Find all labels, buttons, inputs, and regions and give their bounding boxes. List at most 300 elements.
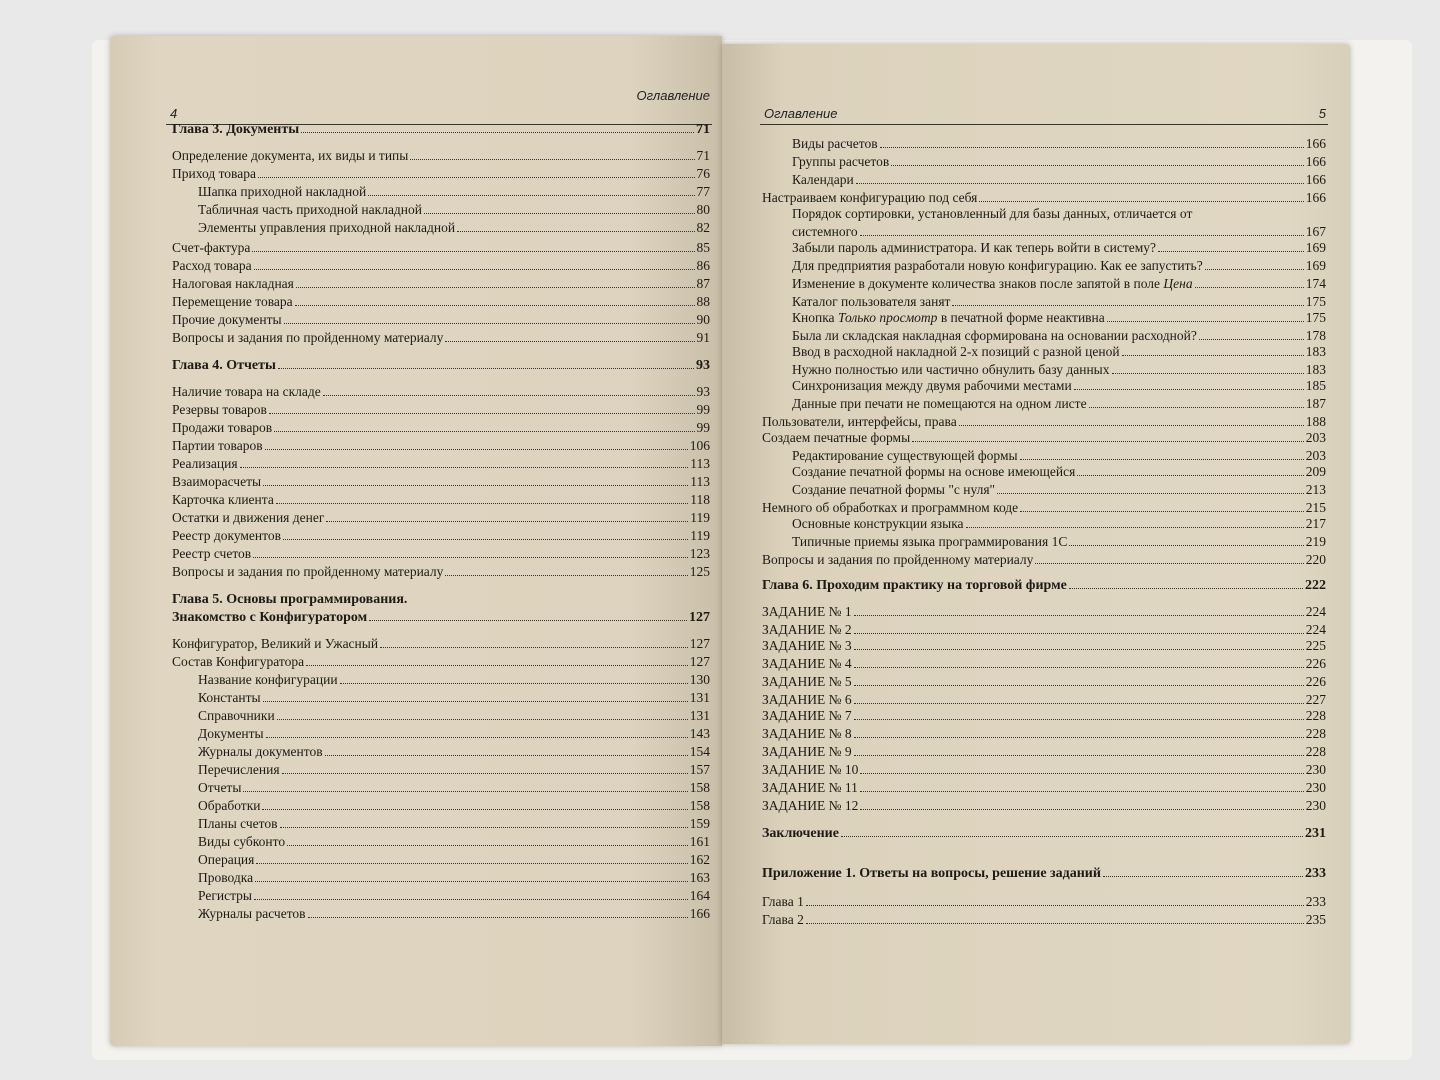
head-rule-right	[760, 124, 1328, 125]
toc-entry-page: 174	[1305, 276, 1326, 291]
toc-entry-page: 203	[1305, 448, 1326, 463]
toc-entry	[792, 448, 1326, 464]
toc-entry	[762, 638, 1326, 654]
toc-leader	[240, 467, 689, 468]
toc-entry	[762, 744, 1326, 760]
toc-entry-title: Перечисления	[198, 762, 280, 777]
toc-entry-page: 228	[1305, 726, 1326, 741]
toc-entry	[172, 240, 710, 256]
toc-leader	[368, 195, 694, 196]
toc-entry	[198, 888, 710, 904]
toc-entry-title: Журналы документов	[198, 744, 323, 759]
toc-leader	[856, 183, 1304, 184]
toc-entry-page: 228	[1305, 708, 1326, 723]
toc-entry-title: Обработки	[198, 798, 261, 813]
toc-leader	[854, 649, 1304, 650]
toc-entry-title: Глава 2	[762, 912, 804, 927]
toc-entry	[762, 604, 1326, 620]
toc-entry	[792, 276, 1326, 292]
toc-entry-page: 119	[690, 528, 710, 543]
toc-leader	[295, 305, 695, 306]
toc-entry-page: 163	[689, 870, 710, 885]
toc-leader	[287, 845, 688, 846]
toc-entry-page: 76	[696, 166, 710, 181]
toc-entry	[762, 656, 1326, 672]
toc-entry-page: 113	[690, 474, 710, 489]
toc-entry-page: 226	[1305, 674, 1326, 689]
toc-entry-title: Остатки и движения денег	[172, 510, 325, 525]
toc-entry-page: 86	[696, 258, 710, 273]
toc-entry-page: 166	[1305, 172, 1326, 187]
toc-entry-page: 130	[689, 672, 710, 687]
toc-entry-title: ЗАДАНИЕ № 11	[762, 780, 858, 795]
toc-leader	[1195, 287, 1304, 288]
toc-entry-title: Реестр документов	[172, 528, 281, 543]
toc-entry	[762, 674, 1326, 690]
toc-entry-title: Основные конструкции языка	[792, 516, 964, 531]
toc-entry-title: Элементы управления приходной накладной	[198, 220, 456, 235]
toc-entry	[792, 258, 1326, 274]
toc-entry-page: 161	[689, 834, 710, 849]
toc-entry	[198, 744, 710, 760]
toc-entry-page: 131	[689, 708, 710, 723]
toc-entry-title: Регистры	[198, 888, 252, 903]
toc-entry	[172, 636, 710, 652]
toc-entry	[762, 190, 1326, 206]
toc-entry	[198, 834, 710, 850]
toc-entry-page: 87	[696, 276, 710, 291]
toc-entry	[172, 654, 710, 670]
toc-entry	[792, 136, 1326, 152]
toc-entry-title: Название конфигурации	[198, 672, 338, 687]
toc-leader	[280, 827, 688, 828]
toc-leader	[806, 923, 1304, 924]
toc-entry-page: 203	[1305, 430, 1326, 445]
toc-entry-title: Кнопка Только просмотр в печатной форме неактивна	[792, 310, 1105, 325]
toc-entry-title: Создание печатной формы "с нуля"	[792, 482, 996, 497]
toc-entry-title: Создаем печатные формы	[762, 430, 911, 445]
toc-leader	[325, 755, 688, 756]
toc-entry-title: ЗАДАНИЕ № 2	[762, 622, 852, 637]
toc-entry-page: 158	[689, 780, 710, 795]
toc-entry-title: Документы	[198, 726, 264, 741]
toc-entry	[198, 726, 710, 742]
toc-entry	[792, 482, 1326, 498]
toc-entry-title: Была ли складская накладная сформирована на основании расходной?	[792, 328, 1197, 343]
toc-entry	[762, 578, 1326, 594]
toc-entry	[792, 154, 1326, 170]
toc-leader	[1069, 545, 1303, 546]
toc-entry-title: Константы	[198, 690, 261, 705]
toc-leader	[1199, 339, 1304, 340]
toc-entry-title: Налоговая накладная	[172, 276, 294, 291]
toc-entry-title: Журналы расчетов	[198, 906, 306, 921]
toc-entry-page: 159	[689, 816, 710, 831]
toc-entry-title: Забыли пароль администратора. И как теперь войти в систему?	[792, 240, 1157, 255]
toc-entry-page: 80	[696, 202, 710, 217]
toc-leader	[979, 201, 1303, 202]
toc-entry	[172, 312, 710, 328]
right-page	[722, 44, 1350, 1044]
toc-leader	[966, 527, 1304, 528]
toc-entry-title: Операция	[198, 852, 255, 867]
toc-entry-title: Календари	[792, 172, 854, 187]
toc-entry-title: Приложение 1. Ответы на вопросы, решение заданий	[762, 866, 1101, 881]
toc-leader	[254, 269, 695, 270]
toc-entry	[198, 780, 710, 796]
toc-entry-page: 183	[1305, 362, 1326, 377]
toc-leader	[854, 667, 1304, 668]
toc-entry-page: 77	[696, 184, 710, 199]
toc-entry	[172, 166, 710, 182]
toc-entry-title: Данные при печати не помещаются на одном листе	[792, 396, 1087, 411]
toc-entry-page: 157	[689, 762, 710, 777]
toc-entry-page: 93	[696, 358, 710, 373]
toc-leader	[854, 685, 1304, 686]
toc-leader	[854, 703, 1304, 704]
toc-leader	[1020, 459, 1304, 460]
toc-entry	[172, 122, 710, 138]
toc-entry-page: 175	[1305, 310, 1326, 325]
toc-entry-title: Прочие документы	[172, 312, 282, 327]
toc-entry-title: Реестр счетов	[172, 546, 252, 561]
toc-entry-title: Создание печатной формы на основе имеющейся	[792, 464, 1076, 479]
toc-entry	[198, 870, 710, 886]
toc-entry	[198, 708, 710, 724]
toc-entry-page: 127	[689, 610, 710, 625]
toc-leader	[997, 493, 1304, 494]
toc-leader	[277, 719, 688, 720]
toc-leader	[323, 395, 695, 396]
running-head-right: Оглавление	[764, 106, 838, 121]
toc-leader	[253, 557, 688, 558]
toc-entry	[172, 546, 710, 562]
toc-leader	[308, 917, 688, 918]
toc-entry-page: 106	[689, 438, 710, 453]
toc-entry	[172, 510, 710, 526]
toc-leader	[284, 323, 695, 324]
toc-entry	[762, 692, 1326, 708]
toc-leader	[841, 836, 1303, 837]
toc-entry-title: Резервы товаров	[172, 402, 267, 417]
toc-entry-page: 227	[1305, 692, 1326, 707]
toc-entry	[792, 328, 1326, 344]
toc-entry	[792, 224, 1326, 240]
toc-entry	[172, 492, 710, 508]
toc-entry	[172, 592, 710, 608]
toc-entry-page: 71	[696, 122, 710, 137]
toc-leader	[1205, 269, 1304, 270]
toc-leader	[891, 165, 1303, 166]
toc-entry-title: Группы расчетов	[792, 154, 890, 169]
toc-leader	[424, 213, 694, 214]
toc-leader	[1074, 389, 1304, 390]
toc-leader	[265, 449, 688, 450]
toc-entry-title: ЗАДАНИЕ № 8	[762, 726, 852, 741]
toc-entry-title: Перемещение товара	[172, 294, 293, 309]
toc-leader	[274, 431, 694, 432]
toc-entry-title: Глава 5. Основы программирования.	[172, 592, 408, 607]
toc-entry-page: 88	[696, 294, 710, 309]
toc-entry-title: Глава 4. Отчеты	[172, 358, 276, 373]
toc-entry-page: 119	[690, 510, 710, 525]
toc-entry	[172, 474, 710, 490]
toc-entry-page: 90	[696, 312, 710, 327]
toc-entry-page: 185	[1305, 378, 1326, 393]
toc-leader	[445, 575, 687, 576]
toc-entry-title: Глава 1	[762, 894, 804, 909]
toc-entry-page: 224	[1305, 622, 1326, 637]
toc-entry	[172, 438, 710, 454]
toc-entry-page: 131	[689, 690, 710, 705]
toc-entry-page: 166	[1305, 154, 1326, 169]
toc-entry-title: Реализация	[172, 456, 238, 471]
toc-leader	[380, 647, 688, 648]
toc-entry-page: 226	[1305, 656, 1326, 671]
toc-leader	[266, 737, 688, 738]
toc-entry-title: Табличная часть приходной накладной	[198, 202, 423, 217]
toc-entry-title: Ввод в расходной накладной 2-х позиций с разной ценой	[792, 344, 1120, 359]
toc-entry-title: Счет-фактура	[172, 240, 251, 255]
toc-entry-page: 99	[696, 420, 710, 435]
toc-entry-page: 224	[1305, 604, 1326, 619]
toc-leader	[410, 159, 694, 160]
toc-leader	[254, 899, 688, 900]
toc-entry	[762, 912, 1326, 928]
toc-leader	[1107, 321, 1304, 322]
toc-entry-title: Вопросы и задания по пройденному материалу	[172, 330, 444, 345]
toc-entry-title: Немного об обработках и программном коде	[762, 500, 1019, 515]
toc-leader	[457, 231, 694, 232]
toc-leader	[276, 503, 688, 504]
toc-entry-page: 235	[1305, 912, 1326, 927]
toc-entry-title: Нужно полностью или частично обнулить базу данных	[792, 362, 1110, 377]
toc-entry-title: Настраиваем конфигурацию под себя	[762, 190, 978, 205]
toc-entry	[172, 294, 710, 310]
toc-leader	[912, 441, 1304, 442]
toc-leader	[262, 809, 687, 810]
toc-entry-title: Типичные приемы языка программирования 1С	[792, 534, 1068, 549]
toc-entry-page: 178	[1305, 328, 1326, 343]
toc-leader	[1020, 511, 1304, 512]
toc-leader	[860, 235, 1304, 236]
toc-entry	[762, 622, 1326, 638]
toc-entry	[172, 456, 710, 472]
toc-leader	[255, 881, 688, 882]
toc-entry-title: Виды субконто	[198, 834, 286, 849]
toc-entry-title: Шапка приходной накладной	[198, 184, 367, 199]
toc-entry-title: Конфигуратор, Великий и Ужасный	[172, 636, 379, 651]
toc-entry-title: Изменение в документе количества знаков после запятой в поле Цена	[792, 276, 1193, 291]
toc-entry-page: 175	[1305, 294, 1326, 309]
toc-entry-title: Глава 6. Проходим практику на торговой фирме	[762, 578, 1067, 593]
toc-entry-title: ЗАДАНИЕ № 5	[762, 674, 852, 689]
toc-entry	[792, 396, 1326, 412]
toc-entry-page: 228	[1305, 744, 1326, 759]
toc-entry-title: Вопросы и задания по пройденному материалу	[172, 564, 444, 579]
toc-entry-title: Синхронизация между двумя рабочими местами	[792, 378, 1072, 393]
toc-entry-page: 166	[1305, 136, 1326, 151]
toc-entry	[762, 780, 1326, 796]
toc-entry	[792, 362, 1326, 378]
toc-entry-page: 217	[1305, 516, 1326, 531]
toc-entry-title: ЗАДАНИЕ № 6	[762, 692, 852, 707]
toc-leader	[1122, 355, 1304, 356]
toc-entry	[792, 172, 1326, 188]
toc-entry-title: Отчеты	[198, 780, 242, 795]
toc-leader	[952, 305, 1303, 306]
toc-entry	[198, 762, 710, 778]
toc-entry	[198, 184, 710, 200]
toc-entry-title: ЗАДАНИЕ № 4	[762, 656, 852, 671]
toc-entry	[172, 420, 710, 436]
toc-entry-title: Расход товара	[172, 258, 252, 273]
toc-entry	[792, 516, 1326, 532]
toc-entry	[172, 564, 710, 580]
toc-entry-page: 230	[1305, 762, 1326, 777]
toc-leader	[252, 251, 694, 252]
toc-entry	[762, 500, 1326, 516]
toc-entry-title: Взаиморасчеты	[172, 474, 262, 489]
toc-leader	[340, 683, 688, 684]
toc-leader	[1089, 407, 1304, 408]
toc-entry	[762, 414, 1326, 430]
toc-entry	[172, 330, 710, 346]
toc-entry	[792, 294, 1326, 310]
toc-entry-page: 164	[689, 888, 710, 903]
toc-leader	[269, 413, 695, 414]
toc-entry	[792, 534, 1326, 550]
toc-entry-page: 93	[696, 384, 710, 399]
toc-entry	[172, 610, 710, 626]
toc-entry	[762, 866, 1326, 882]
toc-entry	[198, 798, 710, 814]
toc-entry-page: 187	[1305, 396, 1326, 411]
toc-leader	[326, 521, 688, 522]
toc-entry-page: 85	[696, 240, 710, 255]
toc-entry	[762, 762, 1326, 778]
toc-entry-title: ЗАДАНИЕ № 1	[762, 604, 852, 619]
toc-entry-page: 188	[1305, 414, 1326, 429]
toc-leader	[296, 287, 695, 288]
toc-entry-page: 118	[690, 492, 710, 507]
toc-entry-page: 215	[1305, 500, 1326, 515]
toc-entry	[792, 464, 1326, 480]
toc-entry-page: 154	[689, 744, 710, 759]
toc-leader	[854, 633, 1304, 634]
toc-leader	[278, 368, 694, 369]
toc-entry	[792, 240, 1326, 256]
toc-entry-page: 209	[1305, 464, 1326, 479]
toc-entry-page: 127	[689, 654, 710, 669]
toc-entry-title: ЗАДАНИЕ № 12	[762, 798, 859, 813]
toc-entry-title: системного	[792, 224, 858, 239]
toc-entry	[198, 906, 710, 922]
toc-entry-title: Продажи товаров	[172, 420, 273, 435]
toc-entry-page: 123	[689, 546, 710, 561]
toc-entry-title: Пользователи, интерфейсы, права	[762, 414, 957, 429]
toc-entry	[198, 852, 710, 868]
toc-entry-page: 169	[1305, 240, 1326, 255]
toc-leader	[860, 809, 1303, 810]
toc-entry-page: 91	[696, 330, 710, 345]
toc-entry	[172, 258, 710, 274]
toc-entry-page: 230	[1305, 780, 1326, 795]
toc-leader	[1112, 373, 1304, 374]
toc-entry	[198, 202, 710, 218]
toc-entry	[198, 220, 710, 236]
toc-entry	[792, 310, 1326, 326]
toc-leader	[1103, 876, 1303, 877]
toc-entry	[198, 690, 710, 706]
toc-entry	[792, 378, 1326, 394]
toc-entry	[762, 798, 1326, 814]
toc-entry-title: Проводка	[198, 870, 254, 885]
toc-entry-title: Каталог пользователя занят	[792, 294, 951, 309]
toc-entry	[172, 358, 710, 374]
toc-leader	[301, 132, 694, 133]
toc-entry-title: Состав Конфигуратора	[172, 654, 305, 669]
toc-leader	[1035, 563, 1303, 564]
toc-entry-page: 220	[1305, 552, 1326, 567]
toc-entry-title: Приход товара	[172, 166, 256, 181]
toc-leader	[369, 620, 687, 621]
toc-entry-title: Для предприятия разработали новую конфигурацию. Как ее запустить?	[792, 258, 1203, 273]
toc-entry-page: 213	[1305, 482, 1326, 497]
toc-leader	[854, 737, 1304, 738]
toc-entry	[198, 816, 710, 832]
toc-entry-title: Заключение	[762, 826, 839, 841]
toc-entry-title: Планы счетов	[198, 816, 278, 831]
toc-entry	[172, 276, 710, 292]
toc-entry-title: Определение документа, их виды и типы	[172, 148, 409, 163]
toc-leader	[283, 539, 688, 540]
toc-entry-title: Справочники	[198, 708, 275, 723]
toc-leader	[854, 755, 1304, 756]
toc-entry-page: 169	[1305, 258, 1326, 273]
toc-entry-page: 222	[1305, 578, 1326, 593]
toc-leader	[258, 177, 695, 178]
toc-leader	[243, 791, 687, 792]
toc-entry	[762, 726, 1326, 742]
toc-leader	[445, 341, 694, 342]
toc-entry-title: ЗАДАНИЕ № 9	[762, 744, 852, 759]
toc-entry-title: ЗАДАНИЕ № 3	[762, 638, 852, 653]
toc-entry	[762, 894, 1326, 910]
page-number-left: 4	[170, 106, 178, 121]
toc-entry	[762, 430, 1326, 446]
toc-leader	[263, 701, 688, 702]
toc-entry-title: Знакомство с Конфигуратором	[172, 610, 368, 625]
toc-entry-page: 233	[1305, 866, 1326, 881]
toc-entry	[172, 148, 710, 164]
toc-entry	[172, 402, 710, 418]
toc-entry-title: Наличие товара на складе	[172, 384, 321, 399]
toc-entry-title: Порядок сортировки, установленный для базы данных, отличается от	[792, 206, 1193, 221]
toc-entry-page: 162	[689, 852, 710, 867]
toc-entry	[172, 384, 710, 400]
toc-entry-page: 125	[689, 564, 710, 579]
toc-entry	[172, 528, 710, 544]
toc-entry	[792, 206, 1326, 222]
toc-entry-page: 127	[689, 636, 710, 651]
toc-leader	[854, 719, 1304, 720]
toc-entry-title: Партии товаров	[172, 438, 263, 453]
toc-entry	[762, 826, 1326, 842]
toc-entry	[792, 344, 1326, 360]
toc-leader	[306, 665, 688, 666]
toc-entry-title: Глава 3. Документы	[172, 122, 300, 137]
